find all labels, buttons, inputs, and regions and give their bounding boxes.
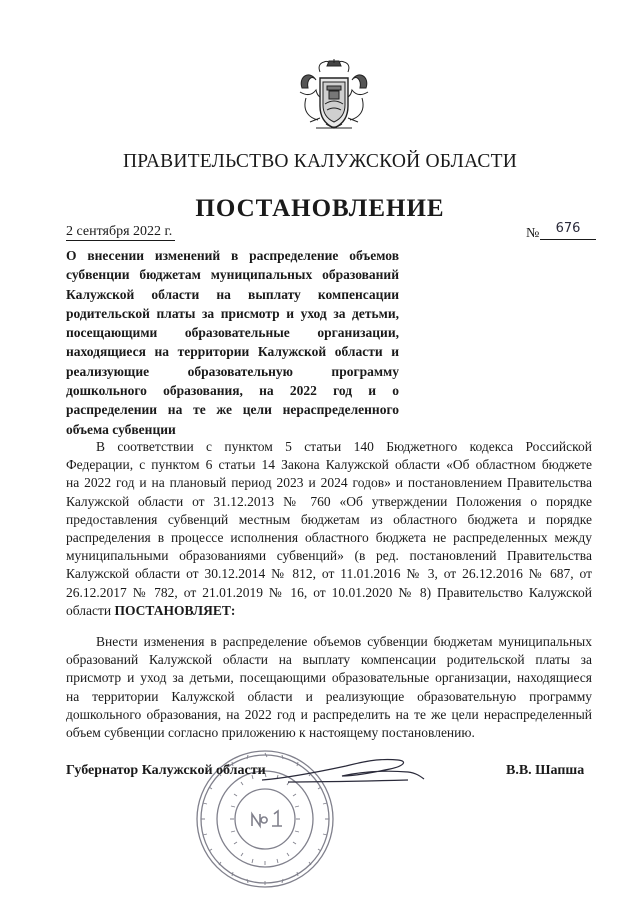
subject-line: родительской платы за присмотр и уход за детьми, [66, 305, 399, 321]
preamble-line: 26.12.2017 № 782, от 21.01.2019 № 16, от 10.01.2020 № 8) Правительство Калужской [66, 584, 592, 600]
preamble-line: предоставления субвенций местным бюджетам из областного бюджета и порядке [66, 511, 592, 527]
preamble-line: Калужской области от 31.12.2013 № 760 «Об утверждении Положения о порядке [66, 493, 592, 509]
signatory-name: В.В. Шапша [506, 763, 585, 778]
resolution-line: образований Калужской области на выплату компенсации родительской платы за [66, 652, 592, 668]
handwritten-signature-icon [258, 752, 428, 792]
resolution-line: на территории Калужской области и реализующие образовательную программу [66, 688, 592, 704]
document-type-title: ПОСТАНОВЛЕНИЕ [195, 195, 445, 222]
subject-line: дошкольного образования, на 2022 год и о [66, 383, 399, 399]
preamble-line-final [66, 602, 592, 620]
preamble-final-text: области [66, 602, 115, 618]
document-subject [66, 246, 399, 439]
resolution-paragraph [66, 633, 592, 742]
subject-line: объема субвенции [66, 421, 176, 437]
government-name: ПРАВИТЕЛЬСТВО КАЛУЖСКОЙ ОБЛАСТИ [123, 151, 517, 172]
resolution-line: дошкольного образования, на 2022 год и распределить на те же цели нераспределенный [66, 706, 592, 722]
preamble-line: Калужской области от 30.12.2014 № 812, от 11.01.2016 № 3, от 26.12.2016 № 687, от [66, 566, 592, 582]
document-number: 676 [555, 221, 581, 236]
subject-line: распределении на те же цели нераспределенного [66, 402, 399, 418]
preamble-paragraph [66, 438, 592, 620]
subject-line: О внесении изменений в распределение объемов [66, 248, 399, 263]
preamble-line: на 2022 год и на плановый период 2023 и 2024 годов» и постановлением Правительства [66, 475, 592, 491]
subject-line: находящиеся на территории Калужской области и [66, 344, 399, 360]
number-sign: № [526, 226, 540, 241]
resolution-line: Внести изменения в распределение объемов субвенции бюджетам муниципальных [96, 634, 592, 649]
preamble-line: Федерации, с пунктом 6 статьи 14 Закона Калужской области «Об областном бюджете [66, 457, 592, 473]
subject-line: реализующие образовательную программу [66, 363, 399, 379]
resolution-line: объем субвенции согласно приложению к настоящему постановлению. [66, 725, 475, 741]
subject-line: субвенции бюджетам муниципальных образований [66, 267, 399, 283]
resolution-line: присмотр и уход за детьми, посещающими образовательные организации, находящиеся [66, 670, 592, 686]
resolves-keyword: ПОСТАНОВЛЯЕТ: [114, 602, 236, 618]
subject-line: посещающими образовательные организации, [66, 325, 399, 341]
preamble-line: муниципальными образованиями субвенций» (в ред. постановлений Правительства [66, 548, 592, 564]
preamble-line: распределения в процессе исполнения областного бюджета не распределенных между [66, 530, 592, 546]
subject-line: Калужской области на выплату компенсации [66, 286, 399, 302]
kaluga-coat-of-arms-icon [296, 58, 372, 136]
preamble-line: В соответствии с пунктом 5 статьи 140 Бюджетного кодекса Российской [96, 439, 592, 454]
signatory-position: Губернатор Калужской области [66, 763, 266, 778]
number-underline [540, 239, 596, 240]
document-date: 2 сентября 2022 г. [66, 224, 175, 241]
